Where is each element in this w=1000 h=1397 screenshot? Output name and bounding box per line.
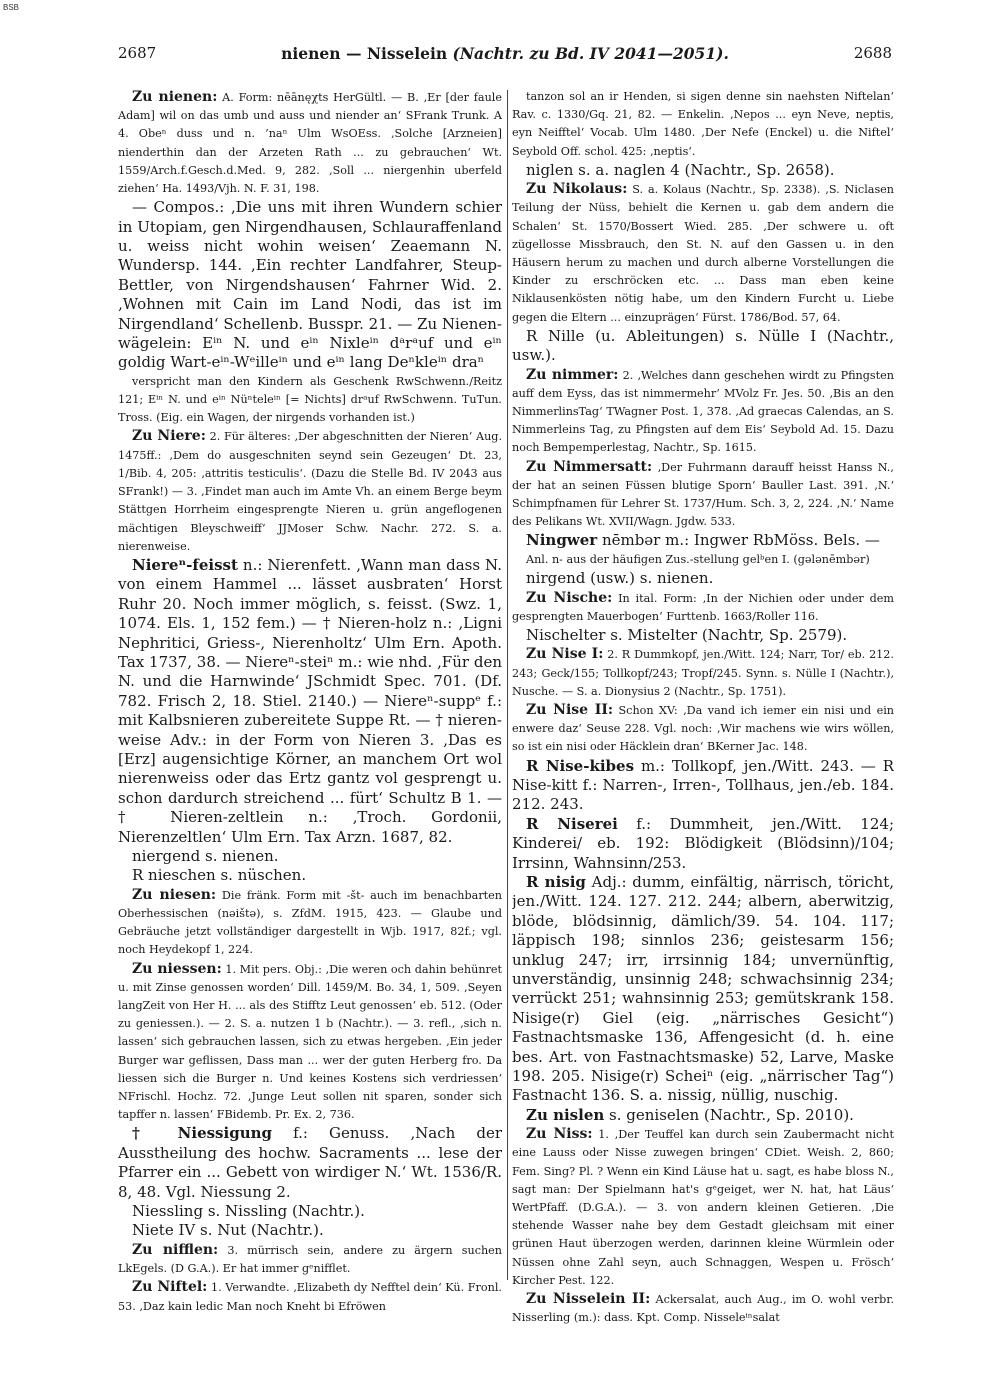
- dictionary-entry: [118, 556, 502, 847]
- dictionary-entry: [512, 1125, 894, 1290]
- running-title: [118, 44, 892, 63]
- entry-text: nēmbər m.: Ingwer RbMöss. Bels. —: [597, 531, 880, 550]
- entry-text: — Compos.: ‚Die uns mit ihren Wundern schier in Utopiam, gen Nirgendhausen, Schlauraffenland u. weiss nicht wohin weisen‘ Zeaemann N. Wundersp. 144. ‚Ein rechter Landfahrer, Steup-Bettler, von Nirgendshausen‘ Fahrner Wid. 2. ‚Wohnen mit Cain im Land Nodi, das ist im Nirgendland‘ Schellenb. Busspr. 21. — Zu Nienen-wägelein: Eⁱⁿ N. und eⁱⁿ Nixleⁱⁿ dᵃrᵃuf und eⁱⁿ goldig Wart-eⁱⁿ-Wᵉilleⁱⁿ und eⁱⁿ lang Deⁿkleⁱⁿ draⁿ: [118, 198, 502, 372]
- entry-headword: † Niessigung: [132, 1124, 272, 1143]
- column-divider: [507, 90, 508, 1280]
- entry-headword: Zu Nimmersatt:: [526, 458, 653, 475]
- dictionary-entry: [512, 645, 894, 701]
- entry-headword: Zu Nisselein II:: [526, 1291, 651, 1308]
- entry-text: f.: Dummheit, jen./Witt. 124; Kinderei/ eb. 192: Blödigkeit (Blödsinn)/104; Irrsinn, Wahnsinn/253.: [512, 814, 894, 872]
- entry-text: 2. Für älteres: ‚Der abgeschnitten der Nieren‘ Aug. 1475ff.: ‚Dem do ausgeschniten seynd sein Gezeugen‘ Dt. 23, 1/Bib. 4, 205: ‚attritis testiculis‘. (Dazu die Stelle Bd. IV 2043 aus SFrank!) — 3. ‚Findet man auch im Amte Vh. an einem Berge beym Stättgen Horrheim eingesprengte Nieren u. grün angeflogenen mächtigen Bleyschweiff‘ JJMoser Schw. Nachr. 272. S. a. nierenweise.: [118, 430, 502, 553]
- entry-text: 2. ‚Welches dann geschehen wirdt zu Pfingsten auff dem Eyss, das ist nimmermehr‘ MVolz Fr. Jes. 50. ‚Bis an den NimmerlinsTag‘ TWagner Post. 1, 378. ‚Ad graecas Calendas, an S. Nimmerleins Tag, zu Pfingsten auf dem Eis‘ Seybold Ad. 15. Dazu noch Bempemperlestag, Nachtr., Sp. 1615.: [512, 368, 894, 455]
- entry-text: R nieschen s. nüschen.: [132, 866, 307, 885]
- dictionary-entry: [118, 1278, 502, 1315]
- entry-headword: Zu Niere:: [132, 428, 206, 445]
- entry-text: m.: Tollkopf, jen./Witt. 243. — R Nise-kitt f.: Narren-, Irren-, Tollhaus, jen./eb. 184. 212. 243.: [512, 756, 894, 814]
- running-title-subtitle: (Nachtr. zu Bd. IV 2041—2051).: [452, 44, 729, 63]
- entry-headword: Zu Niss:: [526, 1126, 593, 1143]
- dictionary-entry: [118, 847, 502, 866]
- entry-text: 1. ‚Der Teuffel kan durch sein Zaubermacht nicht eine Lauss oder Nisse zuwegen bringen‘ CDiet. Weish. 2, 860; Fem. Sing? Pl. ? Wenn ein Kind Läuse hat u. sagt, es habe bloss N., sagt man: Der Spielmann hat's gᵉgeiget, wer N. hat, hat Läus‘ WertPfaff. (D.G.A.). — 3. von andern kleinen Getieren. ‚Die stehende Wasser nahe bey dem Gestadt gleichsam mit einer grünen Haut überzogen werden, darinnen kleine Würmlein oder Nüssen ohne Zahl seyn, auch Schnaggen, Wespen u. Frösch‘ Kircher Pest. 122.: [512, 1128, 894, 1287]
- dictionary-entry: [118, 866, 502, 885]
- dictionary-entry: [512, 626, 894, 645]
- dictionary-entry: [512, 551, 894, 569]
- entry-headword: R Nise-kibes: [526, 756, 635, 775]
- entry-headword: Zu Nische:: [526, 589, 613, 606]
- entry-headword: R Niserei: [526, 814, 618, 833]
- dictionary-entry: [512, 589, 894, 626]
- entry-headword: Zu nienen:: [132, 89, 218, 105]
- entry-headword: Zu nislen: [526, 1105, 605, 1124]
- entry-headword: Zu niesen:: [132, 886, 217, 903]
- entry-text: Ackersalat, auch Aug., im O. wohl verbr. Nisserling (m.): dass. Kpt. Comp. Nisseleⁱⁿsalat: [512, 1293, 894, 1325]
- dictionary-entry: [118, 1202, 502, 1221]
- entry-text: f.: Genuss. ‚Nach der Ausstheilung des hochw. Sacraments ... lese der Pfarrer ein ... Gebett von wirdiger N.‘ Wt. 1536/R. 8, 48. Vgl. Niessung 2.: [118, 1124, 502, 1201]
- dictionary-entry: [118, 198, 502, 373]
- entry-text: 1. Verwandte. ‚Elizabeth dy Nefftel dein‘ Kü. Fronl. 53. ‚Daz kain ledic Man noch Kneht bi Efröwen: [118, 1281, 502, 1313]
- entry-headword: Zu niessen:: [132, 960, 222, 977]
- dictionary-entry: [118, 427, 502, 555]
- entry-text: 3. mürrisch sein, andere zu ärgern suchen LkEgels. (D G.A.). Er hat immer gᵉnifflet.: [118, 1243, 502, 1276]
- entry-text: nirgend (usw.) s. nienen.: [526, 569, 714, 588]
- dictionary-entry: [512, 180, 894, 327]
- entry-text: verspricht man den Kindern als Geschenk RwSchwenn./Reitz 121; Eⁱⁿ N. und eⁱⁿ Nüⁿteleⁱⁿ [= Nichts] drᵃuf RwSchwenn. TuTun. Tross. (Eig. ein Wagen, der nirgends vorhanden ist.): [118, 374, 502, 425]
- entry-text: s. geniselen (Nachtr., Sp. 2010).: [604, 1105, 854, 1124]
- page-number-left: 2687: [118, 44, 157, 62]
- dictionary-entry: [512, 161, 894, 180]
- dictionary-entry: [118, 88, 502, 198]
- dictionary-entry: [512, 701, 894, 757]
- dictionary-entry: [118, 1124, 502, 1202]
- dictionary-entry: [512, 1106, 894, 1125]
- dictionary-entry: [118, 960, 502, 1125]
- entry-headword: Zu Nikolaus:: [526, 181, 628, 198]
- library-mark: BSB: [3, 3, 20, 12]
- entry-headword: Zu Nise I:: [526, 646, 604, 663]
- entry-headword: Niereⁿ-feisst: [132, 555, 238, 574]
- dictionary-entry: [512, 327, 894, 366]
- entry-text: Anl. n- aus der häufigen Zus.-stellung gelᵇen I. (gələnēmbər): [526, 552, 870, 566]
- dictionary-entry: [118, 1221, 502, 1240]
- entry-text: n.: Nierenfett. ‚Wann man dass N. von einem Hammel ... lässet ausbraten‘ Horst Ruhr 20. Noch immer möglich, s. feisst. (Swz. 1, 1074. Els. 1, 152 fem.) — † Nieren-holz n.: ‚Ligni Nephritici, Griess-, Nierenholtz‘ Ulm Ern. Apoth. Tax 1737, 38. — Niereⁿ-steiⁿ m.: wie nhd. ‚Für den N. und die Harnwinde‘ JSchmidt Spec. 701. (Df. 782. Frisch 2, 18. Stiel. 2140.) — Niereⁿ-suppᵉ f.: mit Kalbsnieren zubereitete Suppe Rt. — † nieren-weise Adv.: in der Form von Nieren 3. ‚Das es [Erz] augensichtige Körner, an manchem Ort wol nierenweiss oder das Ertz gantz vol gesprengt u. schon dardurch streichend ... fürt‘ Schultz B 1. — † Nieren-zeltlein n.: ‚Troch. Gordonii, Nierenzeltlen‘ Ulm Ern. Tax Arzn. 1687, 82.: [118, 555, 502, 846]
- dictionary-entry: [512, 531, 894, 550]
- entry-text: tanzon sol an ir Henden, si sigen denne sin naehsten Niftelan‘ Rav. c. 1330/Gq. 21, 82. — Enkelin. ‚Nepos ... eyn Neve, neptis, eyn Neifftel‘ Vocab. Ulm 1480. ‚Der Nefe (Enckel) u. die Niftel‘ Seybold Off. schol. 425: ‚neptis‘.: [512, 90, 894, 158]
- page-number-right: 2688: [853, 44, 892, 62]
- entry-text: Adj.: dumm, einfältig, närrisch, töricht, jen./Witt. 124. 127. 212. 244; albern, aberwitzig, blöde, blödsinnig, dämlich/39. 54. 104. 117; läppisch 198; sinnlos 236; geistesarm 156; unklug 247; irr, irrsinnig 184; unvernünftig, unverständig, unsinnig 248; schwachsinnig 234; verrückt 251; wahnsinnig 253; gemütskrank 158. Nisige(r) Giel (eig. „närrisches Gesicht“) Fastnachtsmaske 136, Affengesicht (d. h. eine bes. Art. von Fastnachtsmaske) 52, Larve, Maske 198. 205. Nisige(r) Scheiⁿ (eig. „närrischer Tag“) Fastnacht 136. S. a. nissig, nüllig, nuschig.: [512, 872, 894, 1105]
- running-title-main: nienen — Nisselein: [281, 44, 448, 63]
- dictionary-entry: [512, 873, 894, 1106]
- entry-headword: R nisig: [526, 872, 586, 891]
- entry-text: In ital. Form: ‚In der Nichien oder under dem gesprengten Mauerbogen‘ Furttenb. 1663/Roller 116.: [512, 591, 894, 623]
- entry-text: Niete IV s. Nut (Nachtr.).: [132, 1221, 324, 1240]
- entry-text: 2. R Dummkopf, jen./Witt. 124; Narr, Tor/ eb. 212. 243; Geck/155; Tollkopf/243; Tropf/245. Synn. s. Nülle I (Nachtr.), Nusche. — S. a. Dionysius 2 (Nachtr., Sp. 1751).: [512, 648, 894, 698]
- dictionary-entry: [118, 373, 502, 428]
- right-column: [512, 88, 894, 1327]
- entry-text: R Nille (u. Ableitungen) s. Nülle I (Nachtr., usw.).: [512, 326, 894, 365]
- entry-text: 1. Mit pers. Obj.: ‚Die weren och dahin behünret u. mit Zinse genossen worden‘ Dill. 1459/M. Bo. 34, 1, 509. ‚Seyen langZeit von Her H. ... als des Stifftz Leut genossen‘ eb. 512. (Oder zu geniessen.). — 2. S. a. nutzen 1 b (Nachtr.). — 3. refl., ‚sich n. lassen‘ sich gebrauchen lassen, sich zu etwas hergeben. ‚Ein jeder Burger war geflissen, Dass man ... wer der guten Herberg fro. Da liessen sich die Burger n. Und keines Kostens sich verdriessen‘ NFrischl. Hochz. 72. ‚Junge Leut sollen nit sparen, sonder sich tapffer n. lassen‘ FBidemb. Pr. Ex. 2, 736.: [118, 962, 502, 1122]
- dictionary-entry: [512, 815, 894, 873]
- dictionary-entry: [512, 88, 894, 161]
- dictionary-entry: [512, 458, 894, 532]
- entry-text: Schon XV: ‚Da vand ich iemer ein nisi und ein enwere daz‘ Seuse 228. Vgl. noch: ‚Wir machens wie wirs wöllen, so ist ein nisi oder Häcklein dran‘ BKerner Jac. 148.: [512, 703, 894, 754]
- entry-text: A. Form: nēānęχts HerGültl. — B. ‚Er [der faule Adam] wil on das umb und auss und niender an‘ SFrank Trunk. A 4. Obeⁿ duss und n. ’naⁿ Ulm WsOEss. ‚Solche [Arzneien] nienderthin dan der Arzeten Rath ... zu gebrauchen‘ Wt. 1559/Arch.f.Gesch.d.Med. 9, 282. ‚Soll ... niergenhin uberfeld ziehen‘ Ha. 1493/Vjh. N. F. 31, 198.: [118, 91, 502, 196]
- entry-headword: Zu nifflen:: [132, 1241, 219, 1258]
- entry-headword: Zu Niftel:: [132, 1279, 208, 1296]
- entry-text: niergend s. nienen.: [132, 847, 279, 865]
- entry-text: Nischelter s. Mistelter (Nachtr, Sp. 2579).: [526, 625, 848, 644]
- entry-text: S. a. Kolaus (Nachtr., Sp. 2338). ‚S. Niclasen Teilung der Nüss, behielt die Kernen u. gab dem andern die Schalen‘ St. 1570/Bossert Wied. 285. ‚Der schwere u. oft zügellosse Missbrauch, den St. N. auf den Gassen u. in den Häusern herum zu machen und durch alberne Vorstellungen die Kinder zu erschröcken etc. ... Dass man eben keine Niklausenkösten nötig habe, um den Kindern Furcht u. Liebe gegen die Eltern ... einzuprägen‘ Fürst. 1786/Bod. 57, 64.: [512, 183, 894, 324]
- dictionary-entry: [118, 1241, 502, 1278]
- entry-headword: Zu Nise II:: [526, 701, 614, 718]
- dictionary-entry: [512, 569, 894, 588]
- entry-headword: Zu nimmer:: [526, 366, 619, 383]
- page-header: [118, 44, 892, 68]
- left-column: [118, 88, 502, 1316]
- dictionary-entry: [118, 886, 502, 960]
- dictionary-entry: [512, 757, 894, 815]
- entry-headword: Ningwer: [526, 531, 598, 550]
- entry-text: Die fränk. Form mit -št- auch im benachbarten Oberhessischen (nəištə), s. ZfdM. 1915, 423. — Glaube und Gebräuche jetzt vollständiger dargestellt in Wjb. 1917, 82f.; vgl. noch Heydekopf 1, 224.: [118, 888, 502, 957]
- entry-text: Niessling s. Nissling (Nachtr.).: [132, 1202, 365, 1221]
- entry-text: niglen s. a. naglen 4 (Nachtr., Sp. 2658).: [526, 160, 835, 179]
- dictionary-entry: [512, 366, 894, 458]
- entry-text: ‚Der Fuhrmann darauff heisst Hanss N., der hat an seinen Füssen blutige Sporn‘ Bauller Last. 391. ‚N.‘ Schimpfnamen für Lehrer St. 1737/Hum. Sch. 3, 2, 224. ‚N.‘ Name des Pelikans Wt. XVII/Wagn. Jgdw. 533.: [512, 460, 894, 529]
- dictionary-entry: [512, 1290, 894, 1327]
